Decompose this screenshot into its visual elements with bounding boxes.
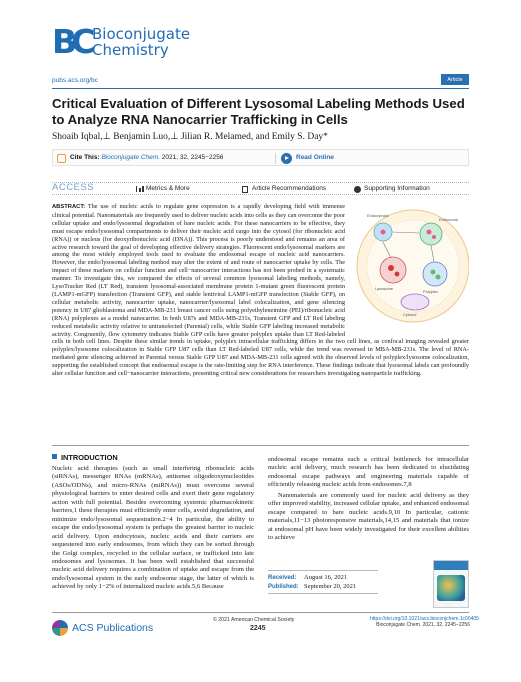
article-title: Critical Evaluation of Different Lysosomal Labeling Methods Used to Analyze RNA Nanocarrier Trafficking in Cells [52, 96, 465, 127]
toc-gfp-marker [436, 275, 441, 280]
paragraph: Nanomaterials are commonly used for nucleic acid delivery as they offer improved stability, increased cellular uptake, and enhanced endosomal escape compared to bare nucleic acids.9,10 In particular, cationic materials,11−13 photoresponsive materials,14,15 and materials that ionize at endosomal pH have been widely investigated for their excellent abilities to achieve [268, 491, 469, 542]
toc-polyplex [427, 230, 432, 235]
cite-ref: 2021, 32, 2245−2256 [161, 154, 224, 161]
abstract-text: The use of nucleic acids to regulate gene expression is a rapidly developing field with immense clinical potential. Nanomaterials are frequently used to deliver nucleic acids into cells as they can overcome the poor cellular uptake and endo/lysosomal degradation of bare nucleic acids. For these nanocarriers to be effective, they must escape endo/lysosomal compartments to deliver their nucleic acid cargo into the cytosol (for ribonucleic acid (RNA)) or nucleus (for deoxyribonucleic acid (DNA)). This process is poorly understood and remains an area of active research toward the goal of developing effective delivery strategies. Fluorescent endo/lysosomal markers are among the most widely employed tools used to evaluate the endosomal escape of nucleic acid nanocarriers. However, the endo/lysosomal labeling method may alter the extent of and route of nanocarrier uptake by cells. The impact of these markers on cellular function and cell−nanocarrier interactions has not been probed in a systematic manner. To investigate this, we compared the effects of several common lysosomal labeling methods, namely, LysoTracker Red (LT Red), transient lysosomal-associated membrane protein 1-mutant green fluorescent protein (LAMP1-mGFP) transfection (Transient GFP), and stable lentiviral LAMP1-mGFP transfection (Stable GFP), on cellular metabolic activity, nanocarrier uptake, nanocarrier/lysosomal label colocalization, and gene silencing potency in U87 glioblastoma and MDA-MB-231 breast cancer cells using polyethyleneimine (PEI)/ribonucleic acid (RNA) polyplexes as a model nanocarrier. In both U87s and MDA-MB-231s, Transient GFP and LT Red labeling reduced metabolic activity relative to untransfected (Parental) cells, while Stable GFP labeling increased metabolic activity. Congruently, flow cytometry indicates Stable GFP cells have greater polyplex uptake than LT Red-labeled cells in both cell lines. Despite these similar trends in uptake, polyplex intracellular trafficking differs in the two cell lines, as confocal imaging revealed greater polyplex/lysosome colocalization in Stable GFP U87 cells than LT Red-labeled U87 cells, while the trend was reversed in MBA-MB-231s. The level of RNA-mediated gene silencing achieved in Parental versus Stable GFP U87 and MDA-MB-231 cells agreed with the observed levels of polyplex/lysosome colocalization, supporting the established concept that endosomal escape is the rate-limiting step for RNA interference. These findings indicate that lysosomal labels can profoundly alter cellular function and cell−nanocarrier interactions, presenting critical new considerations for researchers investigating nanoparticle trafficking. [52, 203, 469, 378]
article-type-badge: Article [441, 74, 469, 85]
section-divider [52, 445, 469, 446]
toc-graphic [353, 204, 469, 327]
section-heading [52, 453, 118, 462]
footer-divider [52, 612, 469, 613]
bar-chart-icon [136, 186, 143, 192]
copyright: © 2021 American Chemical Society [213, 617, 295, 623]
abstract-label: ABSTRACT: [52, 204, 86, 210]
footer-citation: Bioconjugate Chem. 2021, 32, 2245−2256 [376, 622, 470, 628]
journal-logo-mark: BC [52, 22, 90, 61]
journal-logo[interactable] [52, 24, 252, 64]
header-divider [52, 88, 469, 89]
supporting-info-link[interactable]: Supporting Information [364, 185, 430, 192]
acs-logo-icon [52, 620, 68, 636]
toc-endosome [420, 223, 442, 245]
published-label: Published: [268, 584, 299, 590]
cite-label: Cite This: [70, 154, 100, 161]
journal-name-line2: Chemistry [92, 41, 169, 59]
access-bar [52, 182, 469, 195]
section-heading-text: INTRODUCTION [61, 453, 118, 462]
toc-polyplex [381, 230, 386, 235]
doi-link[interactable]: https://doi.org/10.1021/acs.bioconjchem.1c00405 [370, 616, 479, 622]
cite-journal: Bioconjugate Chem. [101, 154, 160, 161]
section-square-icon [52, 454, 57, 459]
toc-late-endosome [423, 262, 447, 286]
journal-cover-thumbnail[interactable] [433, 560, 469, 608]
cite-divider [275, 153, 276, 164]
doi-block [370, 616, 479, 628]
body-column-left: Nucleic acid therapies (such as small interfering ribonucleic acids (siRNAs), messenger RNAs (mRNAs), antisense oligodeoxynucleotides (ASOs/ODNs), and micro-RNAs (miRNAs)) must overcome several physiological barriers to enter desired cells and exert their gene regulatory action with full potential. Besides overcoming systemic pharmacokinetic barriers,1 these therapies must efficiently enter cells, avoid degradation, and minimize endo/lysosomal sequestration.2−4 In particular, the ability to escape the endo/lysosomal system is perhaps the greatest barrier to nucleic acid delivery. Upon endocytosis, nucleic acids and their carriers are sequestered into early endosomes, from which they can be sorted through the Golgi complex, recycled to the cellular surface, or trafficked into late endosomes and lysosomes. It has been well established that successful nucleic acid delivery requires a combination of uptake and escape from the endo/lysosomal system in the early endosome stage, the latter of which is achieved by only 1−2% of internalized nucleic acids.5,6 Because [52, 465, 254, 591]
toc-label: Cytosol [403, 312, 417, 317]
acs-logo-text: ACS Publications [72, 622, 154, 634]
cover-header [434, 561, 468, 570]
toc-nucleus [401, 294, 429, 310]
cover-image [437, 575, 465, 601]
citation-bar [52, 149, 469, 166]
toc-label: Polyplex [423, 289, 439, 294]
toc-label: Lysosome [375, 286, 394, 291]
read-online-link[interactable]: Read Online [296, 154, 334, 161]
acs-publications-logo[interactable] [52, 619, 192, 639]
toc-label: Endocytosis [367, 213, 389, 218]
toc-label: Endosome [439, 217, 459, 222]
published-date [268, 583, 356, 590]
article-dates [268, 570, 378, 594]
published-value: September 20, 2021 [304, 583, 357, 590]
received-value: August 16, 2021 [304, 574, 348, 581]
paragraph: endosomal escape remains such a critical bottleneck for intracellular nucleic acid delivery, much research has been dedicated to elucidating endosomal escape pathways and engineering materials capable of efficiently releasing nucleic acids from endosomes.7,8 [268, 456, 469, 489]
toc-polyplex [432, 235, 436, 239]
toc-lysosome-marker [388, 265, 394, 271]
cite-this[interactable] [70, 154, 223, 161]
page-number: 2245 [250, 625, 266, 632]
document-icon [242, 186, 248, 193]
journal-url[interactable]: pubs.acs.org/bc [52, 77, 98, 84]
toc-lysosome-marker [395, 272, 400, 277]
author-list: Shoaib Iqbal,⊥ Benjamin Luo,⊥ Jilian R. Melamed, and Emily S. Day* [52, 132, 328, 142]
journal-name-line1: Bioconjugate [92, 25, 191, 43]
toc-gfp-marker [431, 270, 436, 275]
metrics-link[interactable]: Metrics & More [146, 185, 190, 192]
cite-icon [57, 154, 66, 163]
info-icon [354, 186, 361, 193]
received-date [268, 574, 347, 581]
body-column-right [268, 456, 469, 543]
access-label: ACCESS [52, 182, 95, 193]
recommendations-link[interactable]: Article Recommendations [252, 185, 327, 192]
received-label: Received: [268, 575, 297, 581]
play-icon [281, 153, 292, 164]
